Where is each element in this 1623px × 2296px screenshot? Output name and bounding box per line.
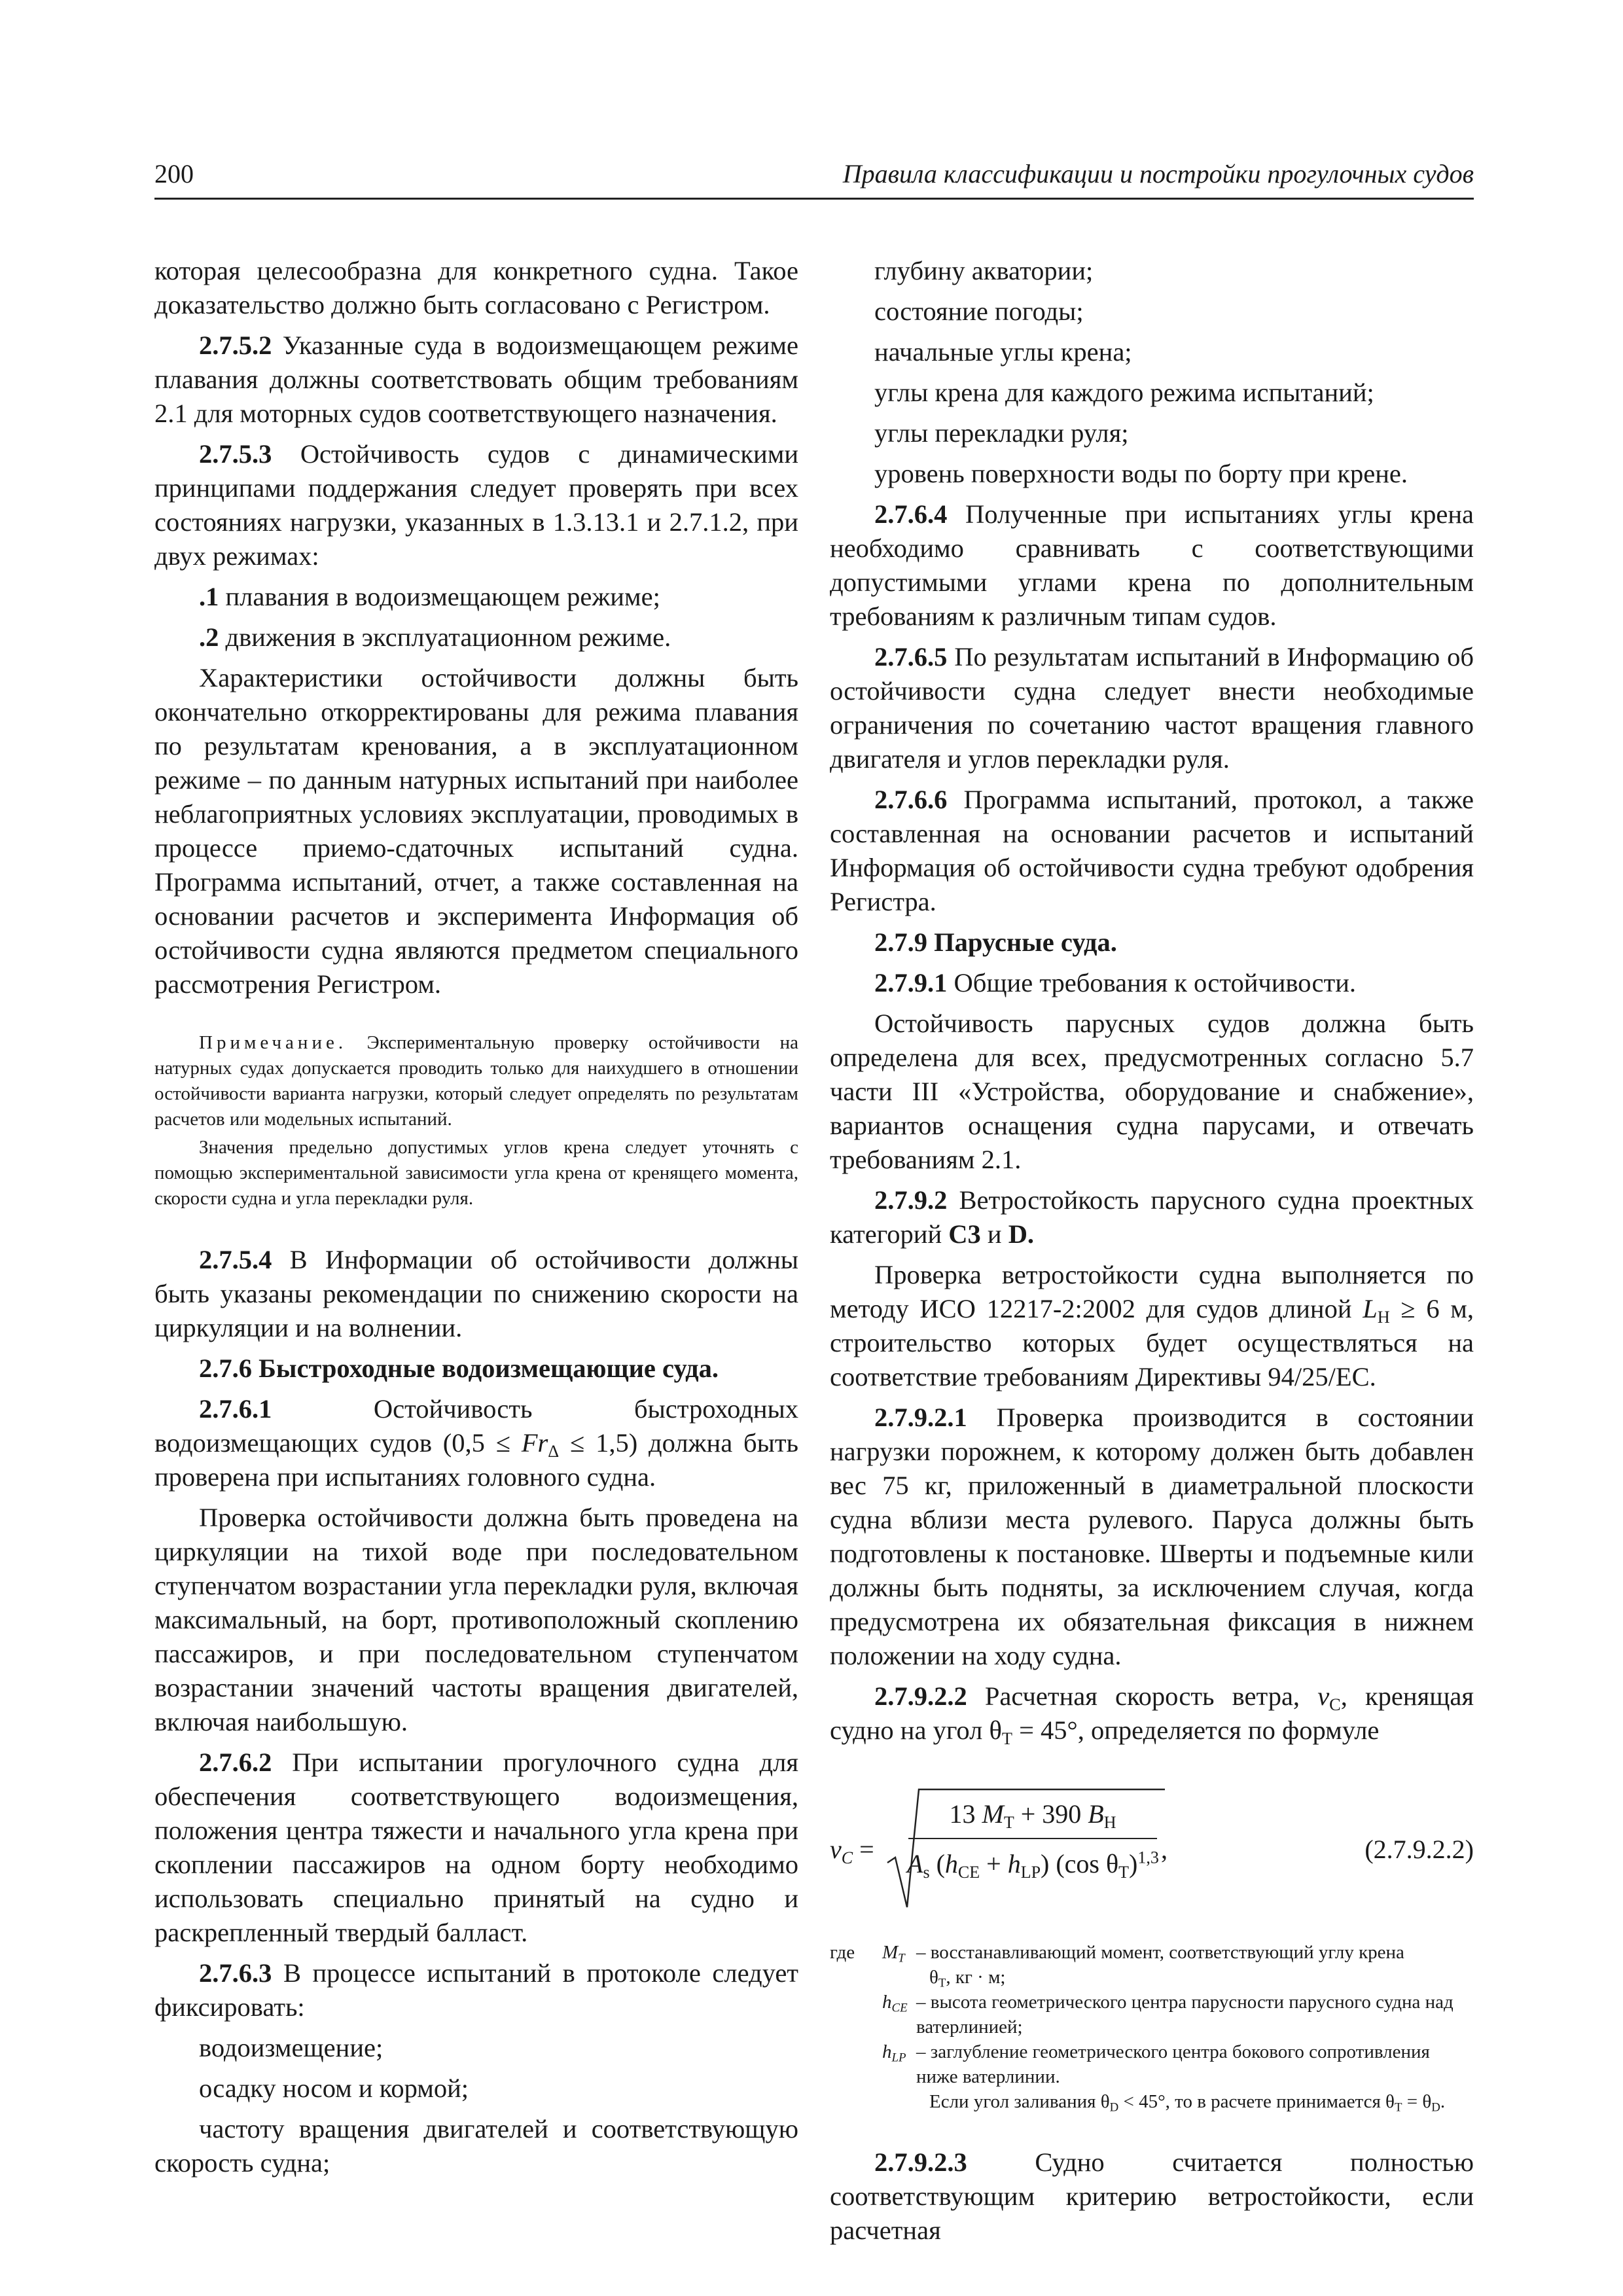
protocol-item: осадку носом и кормой; bbox=[199, 2073, 469, 2103]
fraction-bar bbox=[908, 1838, 1157, 1839]
section-2-7-6-2: 2.7.6.2 При испытании прогулочного судна для обеспечения соответствующего водоизмещения, положения центра тяжести и начального угла крена при скоплении пассажиров на одном борту необходимо использовать специально принятый на судно и раскрепленный твердый балласт. bbox=[154, 1748, 798, 1947]
list-item-2: .2 движения в эксплуатационном режиме. bbox=[199, 622, 671, 652]
section-2-7-9-2: 2.7.9.2 Ветростойкость парусного судна проектных категорий C3 и D. bbox=[830, 1185, 1474, 1249]
section-2-7-5-3: 2.7.5.3 Остойчивость судов с динамическими принципами поддержания следует проверять при всех состояниях нагрузки, указанных в 1.3.13.1 и 2.7.1.2, при двух режимах: bbox=[154, 439, 799, 571]
formula-numerator: 13 $M_T + 390$ $B_H$ bbox=[949, 1799, 1116, 1832]
paragraph-continuation: которая целесообразна для конкретного судна. Такое доказательство должно быть согласовано с Регистром. bbox=[154, 256, 798, 319]
section-2-7-9-2-1: 2.7.9.2.1 Проверка производится в состоянии нагрузки порожнем, к которому должен быть добавлен вес 75 кг, приложенный в диаметральной плоскости судна вблизи места рулевого. Паруса должны быть подготовлены к постановке. Шверты и подъемные кили должны быть подняты, за исключением случая, когда предусмотрена их обязательная фиксация в нижнем положении на ходу судна. bbox=[830, 1403, 1474, 1670]
note-paragraph-2: Значения предельно допустимых углов крена следует уточнять с помощью экспериментальной зависимости угла крена от кренящего момента, скорости судна и угла перекладки руля. bbox=[154, 1137, 798, 1209]
definition-mt-continued: $\theta_T$, кг · м; bbox=[929, 1967, 1006, 1990]
section-2-7-9-2-3: 2.7.9.2.3 Судно считается полностью соответствующим критерию ветростойкости, если расчетная bbox=[830, 2147, 1474, 2245]
wind-speed-formula bbox=[830, 1784, 1474, 1912]
note-paragraph-1: Примечание. Экспериментальную проверку остойчивости на натурных судах допускается проводить только для наихудшего в отношении остойчивости варианта нагрузки, который следует определять по результатам расчетов или модельных испытаний. bbox=[154, 1032, 798, 1130]
section-2-7-9-1: 2.7.9.1 Общие требования к остойчивости. bbox=[874, 968, 1357, 997]
section-2-7-5-4: 2.7.5.4 В Информации об остойчивости должны быть указаны рекомендации по снижению скорости на циркуляции и на волнении. bbox=[154, 1245, 798, 1342]
left-column bbox=[154, 254, 798, 2180]
note-label: Примечание. bbox=[199, 1032, 348, 1053]
running-title: Правила классификации и постройки прогулочных судов bbox=[842, 159, 1474, 188]
paragraph-characteristics: Характеристики остойчивости должны быть окончательно откорректированы для режима плавания по результатам кренования, а в эксплуатационном режиме – по данным натурных испытаний при наиболее неблагоприятных условиях эксплуатации, проводимых в процессе приемо-сдаточных испытаний судна. Программа испытаний, отчет, а также составленная на основании расчетов и эксперимента Информация об остойчивости судна являются предметом специального рассмотрения Регистром. bbox=[154, 663, 798, 999]
list-item-1: .1 плавания в водоизмещающем режиме; bbox=[199, 582, 660, 611]
formula-denominator: $A_s$ $(h_{CE} + h_{LP})$ (cos $\theta_T)^{1,3}$ bbox=[907, 1848, 1159, 1882]
protocol-item: водоизмещение; bbox=[199, 2033, 383, 2062]
section-2-7-5-2: 2.7.5.2 Указанные суда в водоизмещающем режиме плавания должны соответствовать общим требованиям 2.1 для моторных судов соответствующего назначения. bbox=[154, 331, 798, 428]
protocol-item: углы крена для каждого режима испытаний; bbox=[874, 378, 1374, 407]
paragraph-sailing-stability: Остойчивость парусных судов должна быть определена для всех, предусмотренных согласно 5.7 части III «Устройства, оборудование и снабжение», вариантов оснащения судна парусами, и отвечать требованиям 2.1. bbox=[830, 1009, 1474, 1174]
section-2-7-6-6: 2.7.6.6 Программа испытаний, протокол, а также составленная на основании расчетов и испытаний Информация об остойчивости судна требуют одобрения Регистра. bbox=[830, 785, 1474, 916]
definition-flooding-angle: Если угол заливания $\theta_D < 45^\circ$, то в расчете принимается $\theta_T = \theta_D$. bbox=[929, 2091, 1446, 2115]
where-label: где bbox=[830, 1942, 855, 1963]
definition-hlp: $h_{LP}$ – заглубление геометрического центра бокового сопротивления ниже ватерлинии. bbox=[882, 2041, 1430, 2087]
paragraph-stability-check: Проверка остойчивости должна быть проведена на циркуляции на тихой воде при последовательном ступенчатом возрастании угла перекладки руля, включая максимальный, на борт, противоположный скоплению пассажиров, и при последовательном ступенчатом возрастании значений частоты вращения двигателей, включая наибольшую. bbox=[154, 1503, 798, 1736]
page-header bbox=[154, 156, 1474, 195]
section-2-7-9-title: 2.7.9 Парусные суда. bbox=[874, 927, 1117, 957]
section-2-7-9-2-2: 2.7.9.2.2 Расчетная скорость ветра, $v_C$, кренящая судно на угол $\theta_T = 45^\circ$, определяется по формуле bbox=[830, 1681, 1474, 1748]
section-2-7-6-1: 2.7.6.1 Остойчивость быстроходных водоизмещающих судов $(0,5 \le Fr_\Delta \le 1,5)$ должна быть проверена при испытаниях головного судна. bbox=[154, 1394, 798, 1492]
protocol-item: уровень поверхности воды по борту при крене. bbox=[874, 459, 1408, 488]
formula-definitions bbox=[830, 1940, 1474, 2114]
protocol-item: частоту вращения двигателей и соответствующую скорость судна; bbox=[154, 2114, 798, 2178]
formula-comma: , bbox=[1161, 1835, 1168, 1864]
right-column bbox=[830, 254, 1474, 2248]
paragraph-wind-check: Проверка ветростойкости судна выполняется по методу ИСО 12217-2:2002 для судов длиной $L_H \ge 6$ м, строительство которых будет осуществляться на соответствие требованиям Директивы 94/25/ЕС. bbox=[830, 1260, 1474, 1391]
section-2-7-6-5: 2.7.6.5 По результатам испытаний в Информацию об остойчивости судна следует внести необходимые ограничения по сочетанию частот вращения главного двигателя и углов перекладки руля. bbox=[830, 642, 1474, 774]
protocol-item: состояние погоды; bbox=[874, 296, 1084, 326]
definition-mt: где $M_T$ – восстанавливающий момент, соответствующий углу крена bbox=[830, 1940, 1474, 1965]
formula-number: (2.7.9.2.2) bbox=[1364, 1835, 1474, 1864]
section-2-7-6-4: 2.7.6.4 Полученные при испытаниях углы крена необходимо сравнивать с соответствующими допустимыми углами крена по дополнительным требованиям к различным типам судов. bbox=[830, 499, 1474, 631]
definition-hce: $h_{CE}$ – высота геометрического центра парусности парусного судна над ватерлинией; bbox=[882, 1992, 1454, 2037]
page-number: 200 bbox=[154, 159, 194, 188]
formula-lhs: $v_C$ = bbox=[830, 1835, 874, 1867]
section-2-7-6-3: 2.7.6.3 В процессе испытаний в протоколе следует фиксировать: bbox=[154, 1958, 799, 2022]
note-block bbox=[154, 1030, 798, 1211]
protocol-item: начальные углы крена; bbox=[874, 337, 1132, 367]
section-2-7-6-title: 2.7.6 Быстроходные водоизмещающие суда. bbox=[199, 1354, 719, 1383]
protocol-item: углы перекладки руля; bbox=[874, 418, 1129, 448]
header-rule bbox=[154, 198, 1474, 200]
protocol-item: глубину акватории; bbox=[874, 256, 1094, 285]
